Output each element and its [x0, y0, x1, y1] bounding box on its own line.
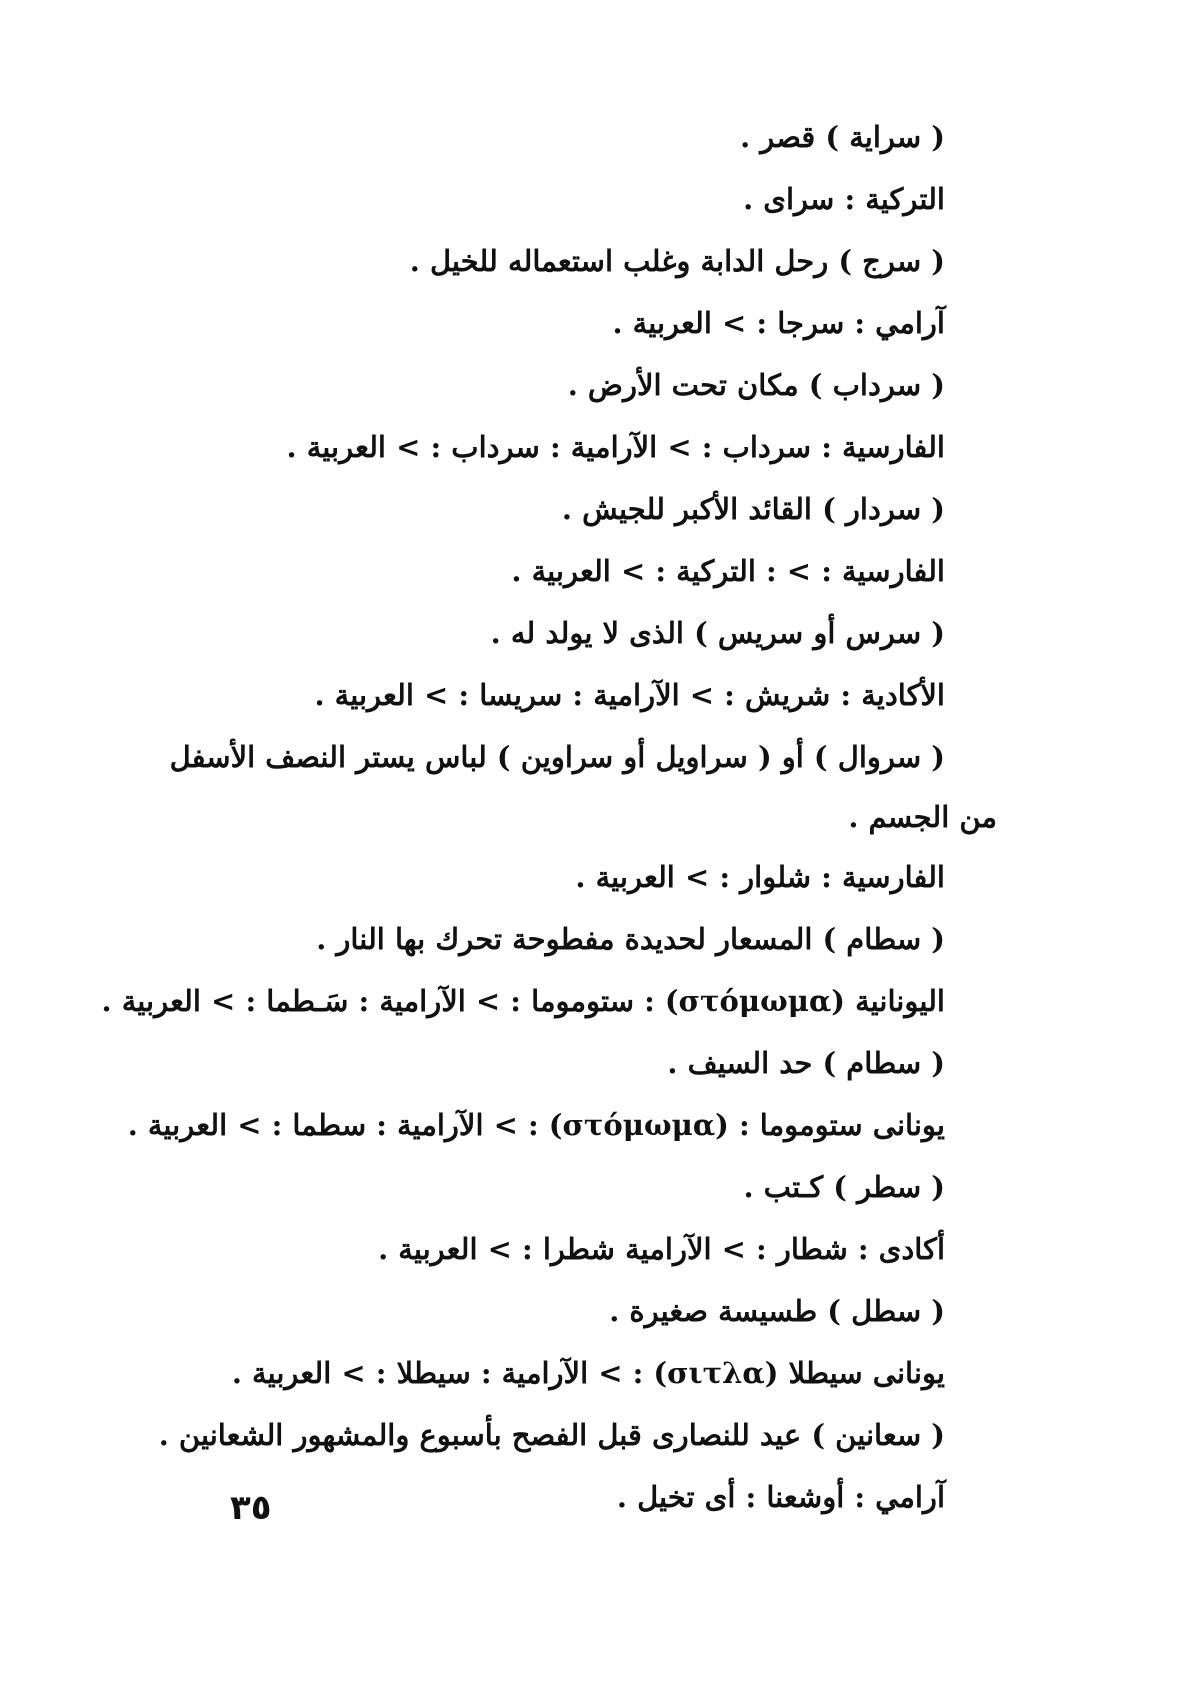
text-line: التركية : سراى . — [743, 182, 945, 216]
text-line: اليونانية (στόμωμα) : ستوموما : > الآرامية : سَـطما : > العربية . — [101, 984, 945, 1018]
text-line: ( سردار ) القائد الأكبر للجيش . — [561, 492, 945, 526]
text-line: ( سطام ) حد السيف . — [667, 1046, 945, 1080]
text-line: آرامي : أوشعنا : أى تخيل . — [616, 1480, 945, 1514]
text-line: ( سرداب ) مكان تحت الأرض . — [567, 368, 945, 402]
text-line: آرامي : سرجا : > العربية . — [612, 306, 945, 340]
text-line: ( سروال ) أو ( سراويل أو سراوين ) لباس يستر النصف الأسفل — [169, 740, 945, 774]
text-line-continuation: من الجسم . — [848, 800, 997, 834]
page-number: ٣٥ — [230, 1488, 272, 1528]
text-line: ( سطام ) المسعار لحديدة مفطوحة تحرك بها النار . — [316, 922, 945, 956]
text-line: يونانى ستوموما : (στόμωμα) : > الآرامية : سطما : > العربية . — [127, 1108, 945, 1142]
text-line: ( سرج ) رحل الدابة وغلب استعماله للخيل . — [409, 244, 945, 278]
text-line: يونانى سيطلا (σιτλα) : > الآرامية : سيطلا : > العربية . — [231, 1356, 945, 1390]
text-line: ( سعانين ) عيد للنصارى قبل الفصح بأسبوع والمشهور الشعانين . — [158, 1418, 945, 1452]
text-line: ( سرس أو سريس ) الذى لا يولد له . — [490, 616, 945, 650]
text-line: الفارسية : شلوار : > العربية . — [575, 860, 945, 894]
text-line: ( سراية ) قصر . — [740, 120, 945, 154]
dictionary-entries — [101, 120, 997, 1544]
text-line: ( سطل ) طسيسة صغيرة . — [609, 1294, 945, 1328]
text-line: الفارسية : سرداب : > الآرامية : سرداب : > العربية . — [286, 430, 945, 464]
text-line: ( سطر ) كـتب . — [743, 1170, 945, 1204]
text-line: الأكادية : شريش : > الآرامية : سريسا : > العربية . — [314, 678, 945, 712]
text-line: أكادى : شطار : > الآرامية شطرا : > العربية . — [378, 1232, 945, 1266]
text-line: الفارسية : > : التركية : > العربية . — [511, 554, 945, 588]
